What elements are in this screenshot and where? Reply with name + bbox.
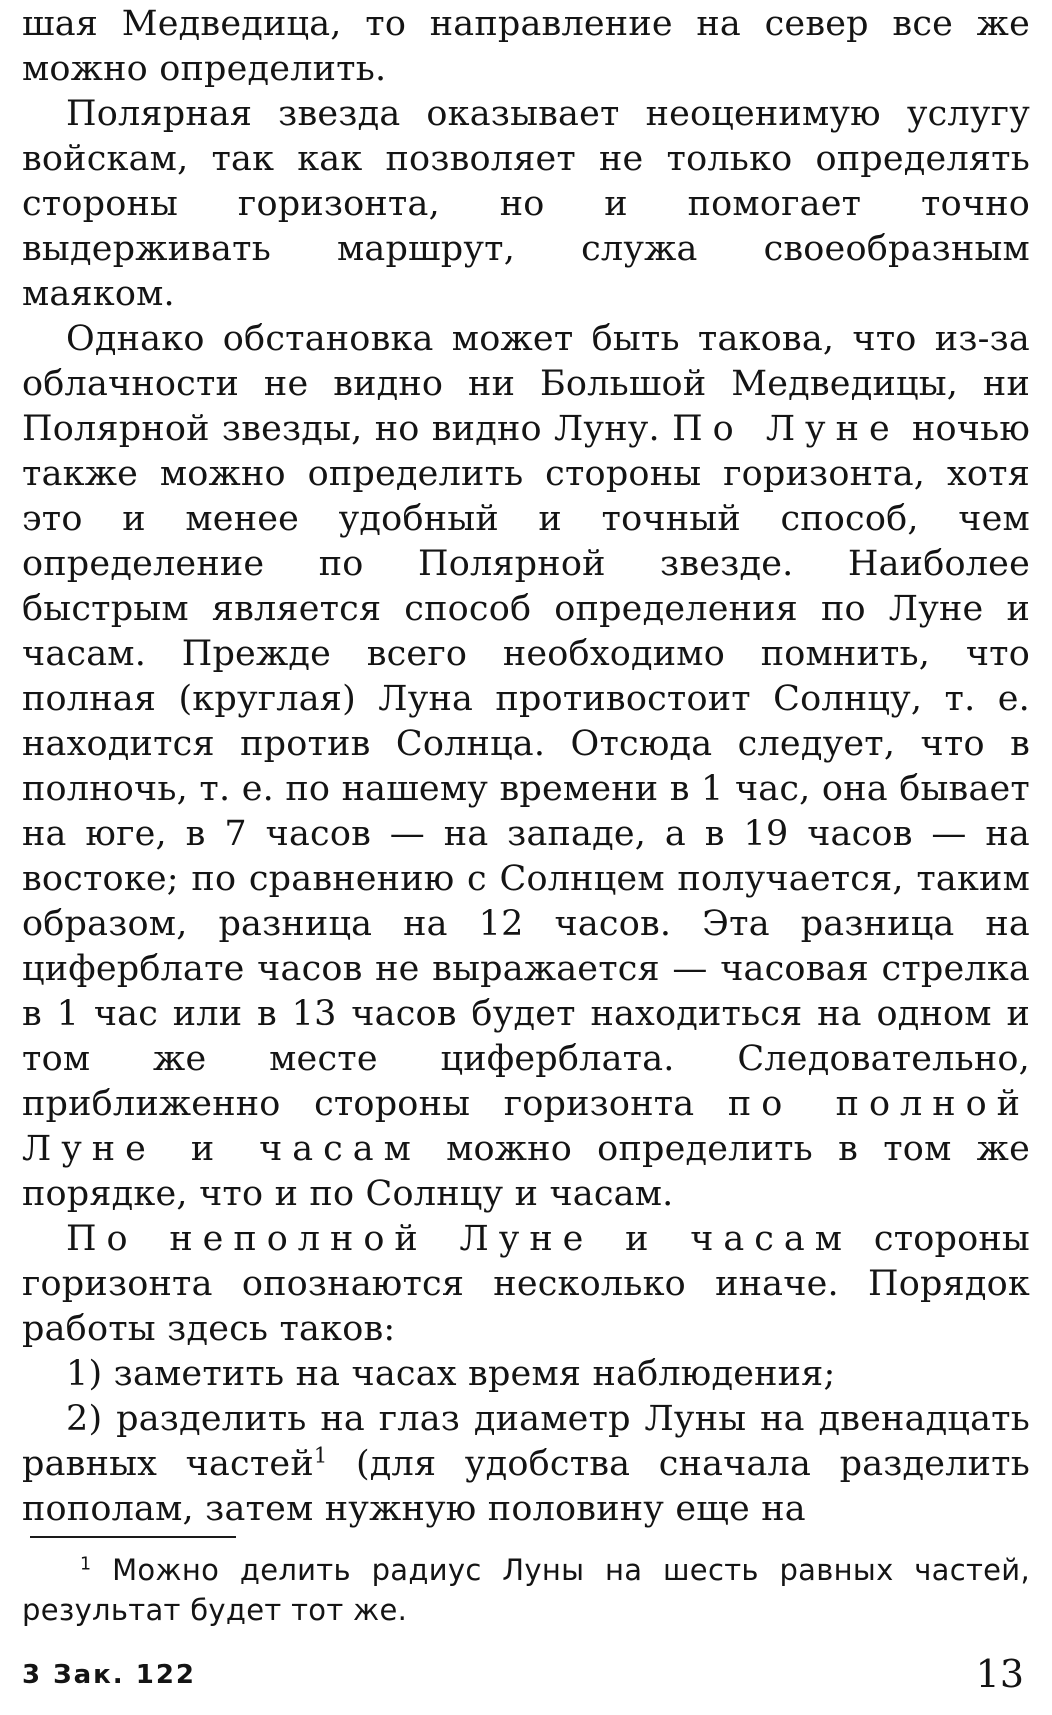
footnote-text: Можно делить радиус Луны на шесть равных частей, результат будет тот же. xyxy=(22,1553,1030,1627)
footnote-reference: 1 xyxy=(313,1443,328,1468)
footnote xyxy=(22,1550,1030,1630)
paragraph-partial-moon xyxy=(22,1217,1030,1352)
paragraph-moon-part-c: можно определить в том же порядке, что и по Солнцу и часам. xyxy=(22,1129,1030,1214)
spaced-emphasis-partial-moon: По неполной Луне и часам xyxy=(66,1219,852,1259)
spaced-emphasis-full-moon: по полной Луне и часам xyxy=(22,1084,1030,1169)
paragraph-partial-moon-text: стороны горизонта опознаются несколько иначе. Порядок работы здесь таков: xyxy=(22,1219,1030,1349)
list-item-2-part-a: 2) разделить на глаз диаметр Луны на двенадцать равных частей xyxy=(22,1399,1030,1484)
printer-signature: 3 Зак. 122 xyxy=(22,1660,197,1690)
page-content xyxy=(22,2,1030,1532)
paragraph-moon-part-a: Однако обстановка может быть такова, что из-за облачности не видно ни Большой Медведицы, ни Полярной звезды, но видно Луну. xyxy=(22,319,1030,449)
paragraph-moon xyxy=(22,317,1030,1217)
page-number: 13 xyxy=(975,1652,1024,1696)
paragraph-polar-star: Полярная звезда оказывает неоценимую услугу войскам, так как позволяет не только определять стороны горизонта, но и помогает точно выдерживать маршрут, служа своеобразным маяком. xyxy=(22,94,1030,314)
footnote-divider xyxy=(30,1536,236,1538)
footnote-mark: 1 xyxy=(80,1554,92,1575)
paragraph-continuation: шая Медведица, то направление на север все же можно определить. xyxy=(22,4,1030,89)
body-text xyxy=(22,2,1030,1532)
spaced-emphasis-by-moon: По Луне xyxy=(672,409,900,449)
paragraph-moon-part-b: ночью также можно определить стороны горизонта, хотя это и менее удобный и точный способ, чем определение по Полярной звезде. Наиболее быстрым является способ определения по Луне и часам. Прежде всего необходимо помнить, что полная (круглая) Луна противостоит Солнцу, т. е. находится против Солнца. Отсюда следует, что в полночь, т. е. по нашему времени в 1 час, она бывает на юге, в 7 часов — на западе, а в 19 часов — на востоке; по сравнению с Солнцем получается, таким образом, разница на 12 часов. Эта разница на циферблате часов не выражается — часовая стрелка в 1 час или в 13 часов будет находиться на одном и том же месте циферблата. Следовательно, приближенно стороны горизонта xyxy=(22,409,1031,1124)
list-item-1: 1) заметить на часах время наблюдения; xyxy=(66,1354,836,1394)
list-item-2 xyxy=(22,1397,1030,1532)
list-item-2-part-b: (для удобства сначала разделить пополам, затем нужную половину еще на xyxy=(22,1444,1030,1529)
